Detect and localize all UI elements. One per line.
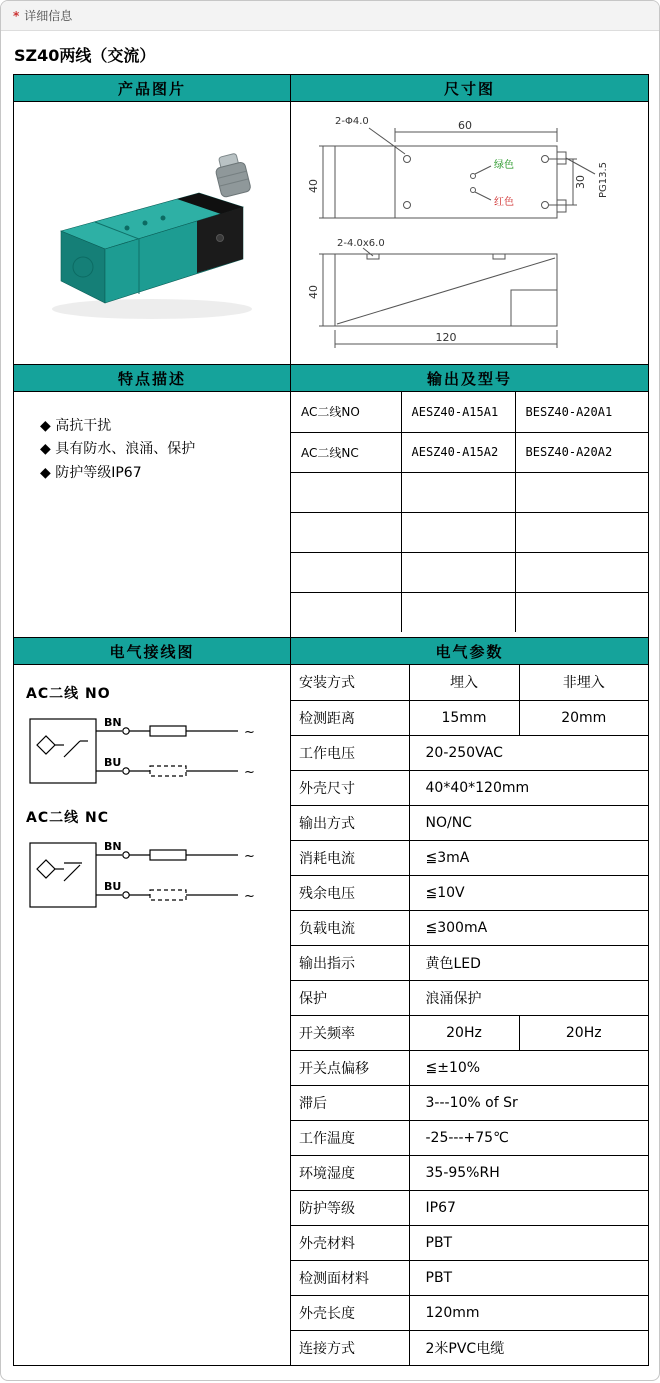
- param-name: 消耗电流: [291, 840, 409, 875]
- wiring-nc-title: AC二线 NC: [26, 810, 109, 826]
- param-name: 外壳材料: [291, 1225, 409, 1260]
- param-row: [291, 1155, 648, 1190]
- red-led: [470, 188, 475, 193]
- wiring-diagram-nc: [24, 829, 284, 923]
- param-value: 浪涌保护: [409, 980, 648, 1015]
- output-model: [515, 512, 648, 552]
- param-row: [291, 1260, 648, 1295]
- param-row: [291, 770, 648, 805]
- params-table-body: [291, 665, 648, 1365]
- note-text: 详细信息: [24, 9, 73, 23]
- output-model: AESZ40-A15A1: [401, 392, 515, 432]
- param-name: 防护等级: [291, 1190, 409, 1225]
- param-name: 开关频率: [291, 1015, 409, 1050]
- param-name: 输出指示: [291, 945, 409, 980]
- param-row: [291, 1085, 648, 1120]
- param-value: 3---10% of Sr: [409, 1085, 648, 1120]
- param-row: [291, 1295, 648, 1330]
- header-wiring: 电气接线图: [14, 638, 291, 665]
- page-title: SZ40两线（交流）: [14, 46, 156, 65]
- output-model: [515, 552, 648, 592]
- param-row: [291, 910, 648, 945]
- output-row: [291, 472, 648, 512]
- header-features: 特点描述: [14, 365, 291, 392]
- output-model: [401, 512, 515, 552]
- dim-40-top-label: 40: [306, 179, 320, 193]
- header-electrical-params: 电气参数: [291, 638, 649, 665]
- param-row: [291, 665, 648, 700]
- param-value: ≦300mA: [409, 910, 648, 945]
- param-name: 环境湿度: [291, 1155, 409, 1190]
- gland-thread-label: PG13.5: [597, 161, 609, 198]
- param-name: 安装方式: [291, 665, 409, 700]
- ac-symbol: ~: [244, 889, 255, 904]
- features-cell: [14, 392, 291, 638]
- green-led-label: 绿色: [493, 160, 514, 171]
- param-row: [291, 840, 648, 875]
- header-product-image: 产品图片: [14, 75, 291, 102]
- output-type: [291, 552, 401, 592]
- param-value: 2米PVC电缆: [409, 1330, 648, 1365]
- output-model: BESZ40-A20A2: [515, 432, 648, 472]
- wiring-diagram-no: [24, 705, 284, 799]
- param-value: PBT: [409, 1225, 648, 1260]
- electrical-params-cell: [291, 665, 649, 1366]
- bu-label: BU: [104, 756, 122, 769]
- feature-item: ◆ 具有防水、浪涌、保护: [40, 441, 196, 458]
- param-name: 工作电压: [291, 735, 409, 770]
- param-name: 外壳长度: [291, 1295, 409, 1330]
- cable-gland: [213, 152, 252, 198]
- features-output-row: [14, 392, 649, 638]
- ac-symbol: ~: [244, 765, 255, 780]
- param-row: [291, 1330, 648, 1365]
- param-row: [291, 700, 648, 735]
- param-value: IP67: [409, 1190, 648, 1225]
- param-value: ≦3mA: [409, 840, 648, 875]
- param-row: [291, 1225, 648, 1260]
- red-led-label: 红色: [493, 197, 514, 208]
- param-name: 外壳尺寸: [291, 770, 409, 805]
- param-row: [291, 805, 648, 840]
- param-row: [291, 1120, 648, 1155]
- param-row: [291, 980, 648, 1015]
- bn-label: BN: [104, 840, 122, 853]
- slots-label: 2-4.0x6.0: [336, 238, 385, 249]
- param-value: NO/NC: [409, 805, 648, 840]
- param-row: [291, 735, 648, 770]
- dim-30-label: 30: [573, 175, 587, 189]
- output-row: [291, 512, 648, 552]
- param-row: [291, 945, 648, 980]
- param-row: [291, 875, 648, 910]
- bu-label: BU: [104, 880, 122, 893]
- product-image-cell: [14, 102, 291, 365]
- param-value: 35-95%RH: [409, 1155, 648, 1190]
- output-row: [291, 552, 648, 592]
- content: [1, 31, 659, 1366]
- output-model: [401, 592, 515, 632]
- output-row: [291, 432, 648, 472]
- param-name: 工作温度: [291, 1120, 409, 1155]
- param-value: 20Hz: [409, 1015, 519, 1050]
- header-dimensions: 尺寸图: [291, 75, 649, 102]
- dimension-cell: [291, 102, 649, 365]
- output-type: [291, 592, 401, 632]
- header-row-1: [14, 75, 649, 102]
- param-name: 检测距离: [291, 700, 409, 735]
- output-type: AC二线NO: [291, 392, 401, 432]
- output-row: [291, 392, 648, 432]
- header-row-2: [14, 365, 649, 392]
- param-value: 120mm: [409, 1295, 648, 1330]
- top-note-bar: [1, 1, 659, 31]
- feature-item: ◆ 防护等级IP67: [40, 464, 142, 481]
- image-row: [14, 102, 649, 365]
- param-value: ≦10V: [409, 875, 648, 910]
- output-model: [515, 472, 648, 512]
- header-output-models: 输出及型号: [291, 365, 649, 392]
- param-value: 非埋入: [519, 665, 648, 700]
- param-name: 保护: [291, 980, 409, 1015]
- param-value: 黄色LED: [409, 945, 648, 980]
- output-models-table: [291, 392, 648, 632]
- param-name: 检测面材料: [291, 1260, 409, 1295]
- param-name: 输出方式: [291, 805, 409, 840]
- output-type: [291, 512, 401, 552]
- output-model: AESZ40-A15A2: [401, 432, 515, 472]
- output-model: [401, 472, 515, 512]
- param-row: [291, 1190, 648, 1225]
- dim-40-bottom-label: 40: [306, 285, 320, 299]
- dim-60-label: 60: [457, 119, 472, 132]
- param-value: 15mm: [409, 700, 519, 735]
- bn-label: BN: [104, 716, 122, 729]
- feature-item: ◆ 高抗干扰: [40, 418, 112, 434]
- wiring-params-row: [14, 665, 649, 1366]
- output-model: BESZ40-A20A1: [515, 392, 648, 432]
- wiring-cell: [14, 665, 291, 1366]
- param-value: -25---+75℃: [409, 1120, 648, 1155]
- dim-holes-label: 2-Φ4.0: [334, 116, 369, 127]
- output-row: [291, 592, 648, 632]
- wiring-no-title: AC二线 NO: [26, 686, 111, 702]
- spec-table: [13, 74, 649, 1366]
- green-led: [470, 174, 475, 179]
- dimension-drawing: [305, 102, 635, 360]
- output-models-cell: [291, 392, 649, 638]
- features-list: [40, 416, 290, 483]
- header-row-3: [14, 638, 649, 665]
- param-value: PBT: [409, 1260, 648, 1295]
- ac-symbol: ~: [244, 725, 255, 740]
- output-model: [401, 552, 515, 592]
- note-star: *: [13, 8, 20, 23]
- output-model: [515, 592, 648, 632]
- param-value: 20mm: [519, 700, 648, 735]
- param-name: 残余电压: [291, 875, 409, 910]
- param-value: 20-250VAC: [409, 735, 648, 770]
- params-table: [291, 665, 648, 1365]
- param-row: [291, 1050, 648, 1085]
- output-type: [291, 472, 401, 512]
- param-row: [291, 1015, 648, 1050]
- param-value: 20Hz: [519, 1015, 648, 1050]
- output-type: AC二线NC: [291, 432, 401, 472]
- param-name: 开关点偏移: [291, 1050, 409, 1085]
- param-value: ≦±10%: [409, 1050, 648, 1085]
- param-name: 负载电流: [291, 910, 409, 945]
- output-table-body: [291, 392, 648, 632]
- param-value: 埋入: [409, 665, 519, 700]
- dim-120-label: 120: [435, 331, 456, 344]
- param-value: 40*40*120mm: [409, 770, 648, 805]
- param-name: 连接方式: [291, 1330, 409, 1365]
- param-name: 滞后: [291, 1085, 409, 1120]
- ac-symbol: ~: [244, 849, 255, 864]
- product-photo: [27, 131, 277, 331]
